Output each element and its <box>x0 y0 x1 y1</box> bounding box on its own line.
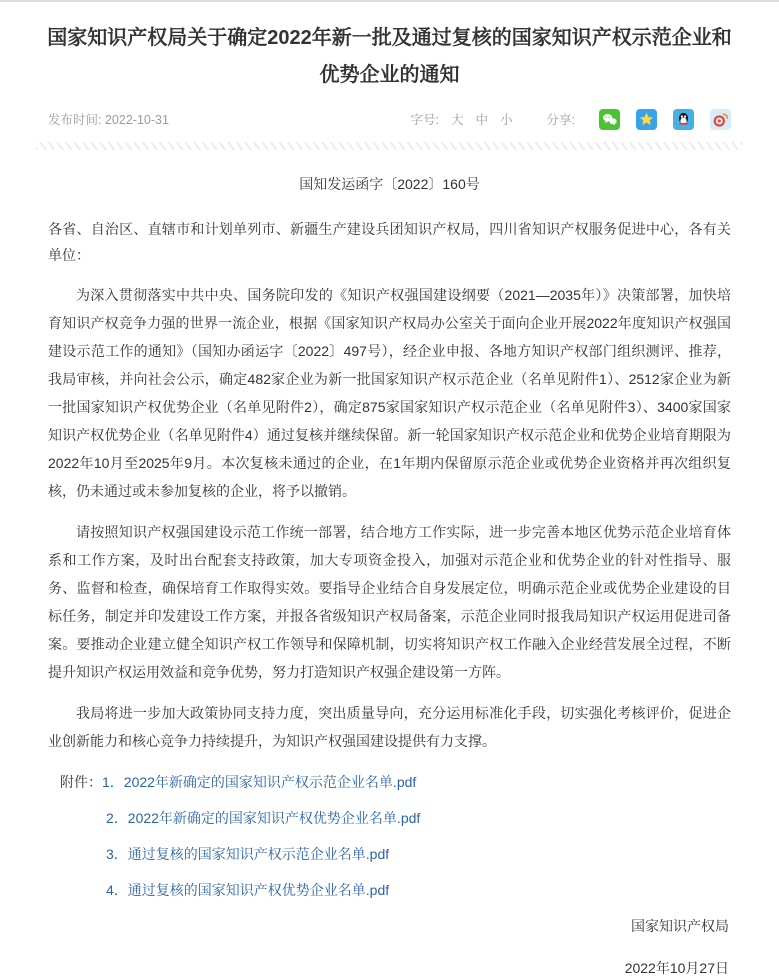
doc-number: 国知发运函字〔2022〕160号 <box>299 176 480 192</box>
attachments-list <box>48 771 731 901</box>
wechat-share-icon[interactable] <box>599 109 620 130</box>
attachment-link-3[interactable]: 3．通过复核的国家知识产权示范企业名单.pdf <box>106 846 390 862</box>
share-label: 分享: <box>546 113 575 127</box>
attachment-row <box>60 771 731 793</box>
fontsize-large-button[interactable]: 大 <box>450 113 464 127</box>
publish-time-label: 发布时间: <box>48 113 102 127</box>
qq-share-icon[interactable] <box>673 109 694 130</box>
attachment-row <box>60 843 731 865</box>
notice-body <box>0 174 779 979</box>
attachment-link-4[interactable]: 4．通过复核的国家知识产权优势企业名单.pdf <box>106 882 390 898</box>
publish-time-value: 2022-10-31 <box>104 113 169 127</box>
qzone-share-icon[interactable] <box>636 109 657 130</box>
fontsize-label: 字号: <box>410 113 439 127</box>
fontsize-medium-button[interactable]: 中 <box>475 113 488 127</box>
fontsize-small-button[interactable]: 小 <box>500 113 513 127</box>
attachment-link-2[interactable]: 2．2022年新确定的国家知识产权优势企业名单.pdf <box>106 810 421 826</box>
hatched-divider <box>36 142 743 150</box>
signature-block <box>48 915 731 979</box>
salutation: 各省、自治区、直辖市和计划单列市、新疆生产建设兵团知识产权局，四川省知识产权服务促进中心，各有关单位： <box>48 221 731 263</box>
attachments-label: 附件： <box>60 774 102 790</box>
paragraph-1: 为深入贯彻落实中共中央、国务院印发的《知识产权强国建设纲要（2021—2035年）》决策部署，加快培育知识产权竞争力强的世界一流企业，根据《国家知识产权局办公室关于面向企业开展2022年度知识产权强国建设示范工作的通知》（国知办函运字〔2022〕497号），经企业申报、各地方知识产权部门组织测评、推荐，我局审核，并向社会公示，确定482家企业为新一批国家知识产权示范企业（名单见附件1）、2512家企业为新一批国家知识产权优势企业（名单见附件2），确定875家国家知识产权示范企业（名单见附件3）、3400家国家知识产权优势企业（名单见附件4）通过复核并继续保留。新一轮国家知识产权示范企业和优势企业培育期限为2022年10月至2025年9月。本次复核未通过的企业，在1年期内保留原示范企业或优势企业资格并再次组织复核，仍未通过或未参加复核的企业，将予以撤销。 <box>48 287 731 499</box>
weibo-share-icon[interactable] <box>710 109 731 130</box>
paragraph-2: 请按照知识产权强国建设示范工作统一部署，结合地方工作实际，进一步完善本地区优势示范企业培育体系和工作方案，及时出台配套支持政策，加大专项资金投入，加强对示范企业和优势企业的针对性指导、服务、监督和检查，确保培育工作取得实效。要指导企业结合自身发展定位，明确示范企业或优势企业建设的目标任务，制定并印发建设工作方案，并报各省级知识产权局备案，示范企业同时报我局知识产权运用促进司备案。要推动企业建立健全知识产权工作领导和保障机制，切实将知识产权工作融入企业经营发展全过程，不断提升知识产权运用效益和竞争优势，努力打造知识产权强企建设第一方阵。 <box>48 524 731 680</box>
meta-controls <box>410 109 731 130</box>
issuing-authority: 国家知识产权局 <box>631 918 729 934</box>
attachment-row <box>60 807 731 829</box>
meta-row <box>48 108 731 130</box>
paragraph-3: 我局将进一步加大政策协同支持力度，突出质量导向，充分运用标准化手段，切实强化考核评价，促进企业创新能力和核心竞争力持续提升，为知识产权强国建设提供有力支撑。 <box>48 705 731 749</box>
page-title: 国家知识产权局关于确定2022年新一批及通过复核的国家知识产权示范企业和优势企业的通知 <box>47 27 732 86</box>
attachment-link-1[interactable]: 1．2022年新确定的国家知识产权示范企业名单.pdf <box>102 774 417 790</box>
publish-time <box>48 110 169 128</box>
issue-date: 2022年10月27日 <box>624 960 729 976</box>
attachment-row <box>60 879 731 901</box>
